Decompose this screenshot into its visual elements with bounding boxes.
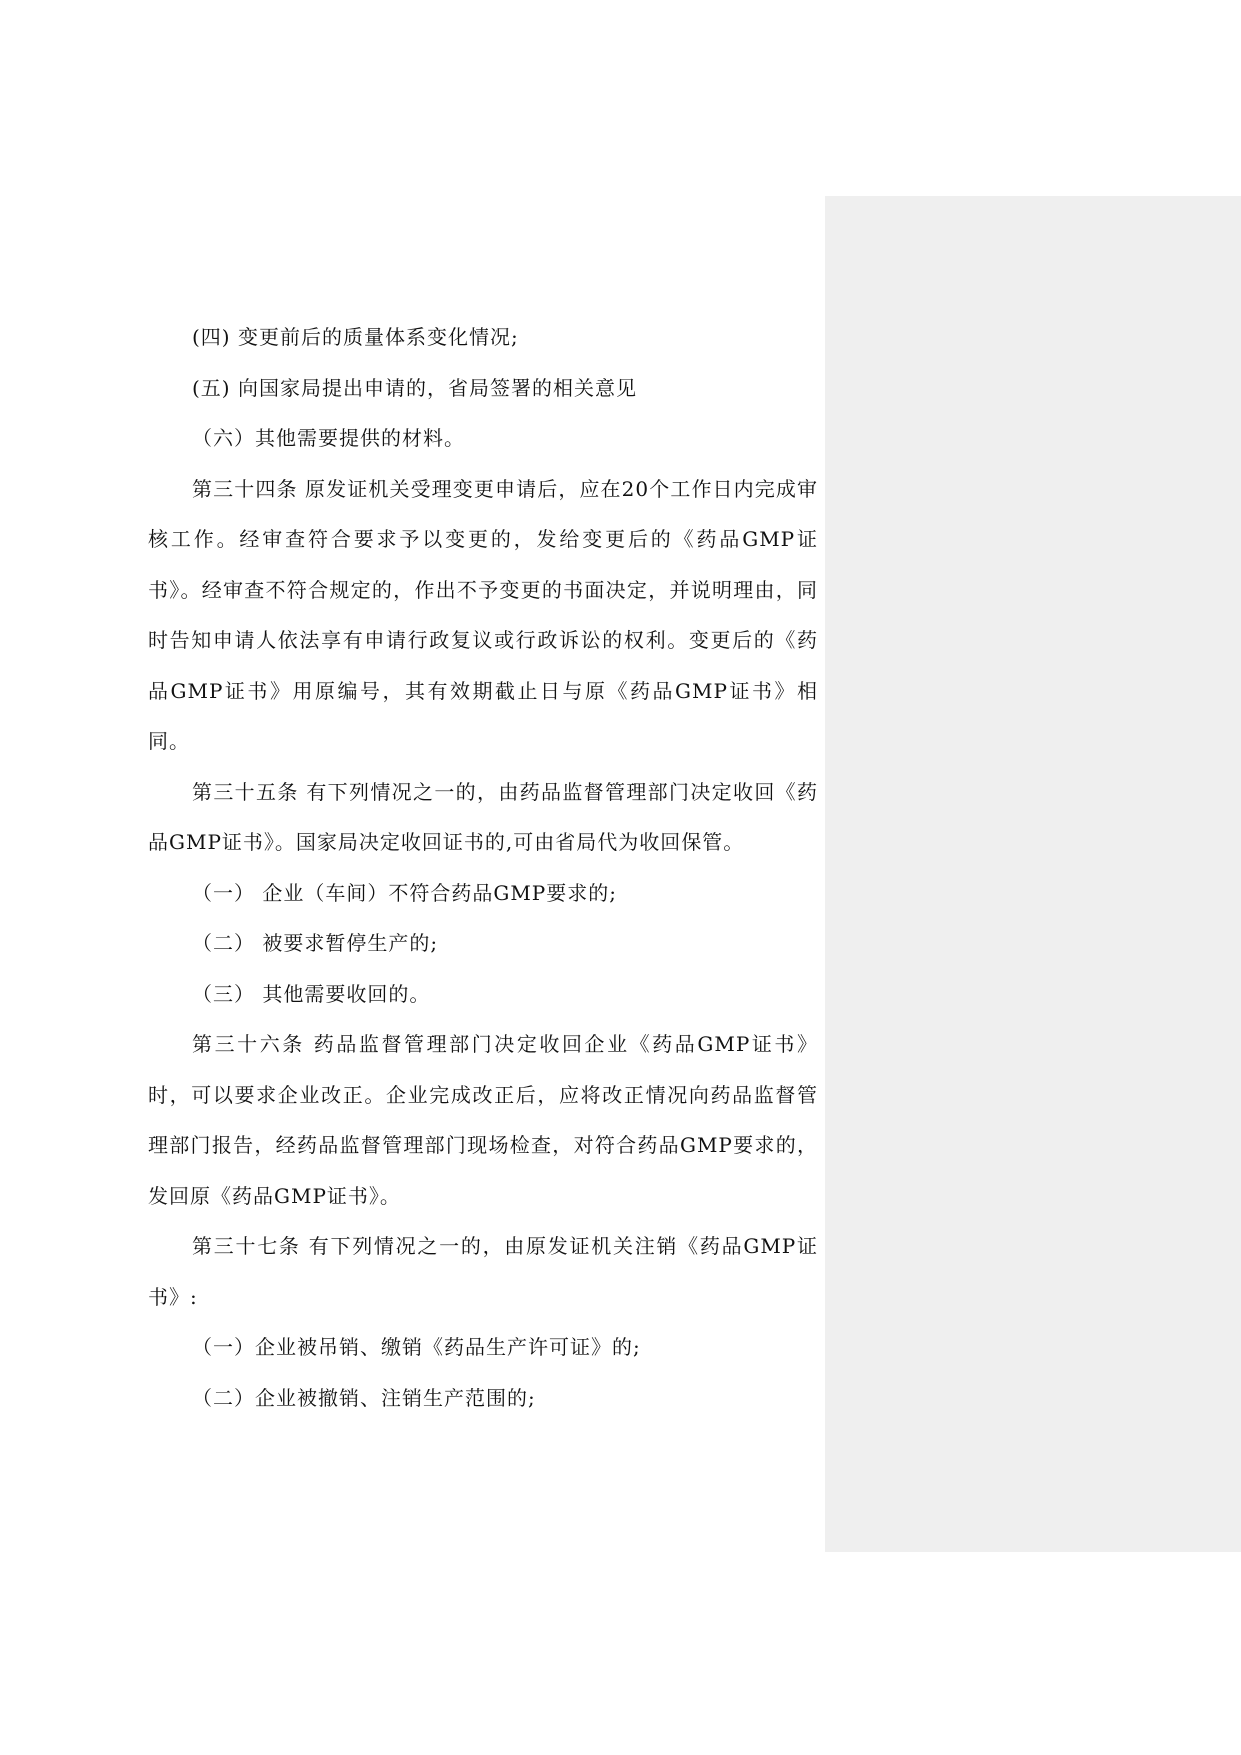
list-item: (四) 变更前后的质量体系变化情况; bbox=[192, 325, 519, 349]
article-37-paragraph: 第三十七条 有下列情况之一的，由原发证机关注销《药品GMP证书》: bbox=[148, 1234, 818, 1309]
list-item: （一） 企业（车间）不符合药品GMP要求的; bbox=[192, 880, 618, 905]
list-item: （一）企业被吊销、缴销《药品生产许可证》的; bbox=[192, 1335, 641, 1359]
list-item: （六）其他需要提供的材料。 bbox=[192, 426, 465, 450]
article-36-paragraph: 第三十六条 药品监督管理部门决定收回企业《药品GMP证书》时，可以要求企业改正。企业完成改正后，应将改正情况向药品监督管理部门报告，经药品监督管理部门现场检查，对符合药品GMP要求的，发回原《药品GMP证书》。 bbox=[148, 1032, 818, 1208]
article-34-paragraph: 第三十四条 原发证机关受理变更申请后，应在20个工作日内完成审核工作。经审查符合要求予以变更的，发给变更后的《药品GMP证书》。经审查不符合规定的，作出不予变更的书面决定，并说明理由，同时告知申请人依法享有申请行政复议或行政诉讼的权利。变更后的《药品GMP证书》用原编号，其有效期截止日与原《药品GMP证书》相同。 bbox=[148, 476, 818, 753]
list-item: （三） 其他需要收回的。 bbox=[192, 981, 431, 1006]
document-body bbox=[148, 312, 818, 1423]
list-item: （二） 被要求暂停生产的; bbox=[192, 931, 439, 955]
comment-pane bbox=[825, 196, 1241, 1552]
article-35-paragraph: 第三十五条 有下列情况之一的，由药品监督管理部门决定收回《药品GMP证书》。国家局决定收回证书的,可由省局代为收回保管。 bbox=[148, 779, 818, 854]
list-item: (五) 向国家局提出申请的，省局签署的相关意见 bbox=[192, 375, 637, 400]
list-item: （二）企业被撤销、注销生产范围的; bbox=[192, 1385, 536, 1410]
